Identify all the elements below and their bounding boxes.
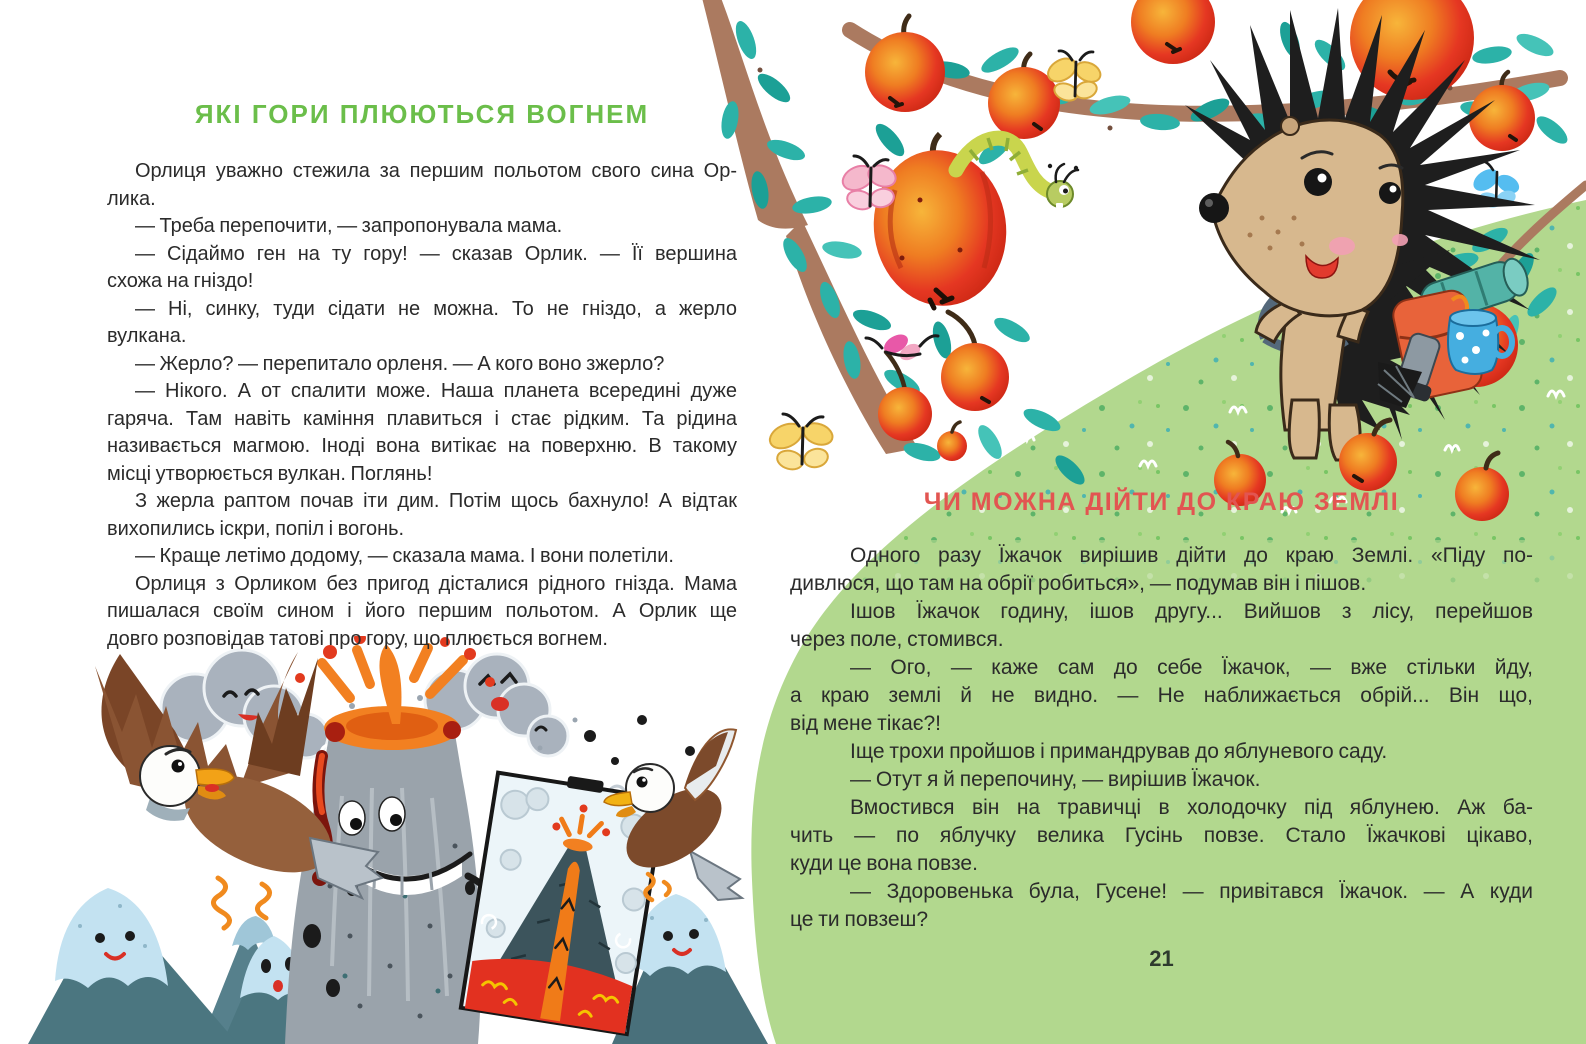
text-line: лика. <box>107 187 156 210</box>
mountain-happy <box>28 888 238 1044</box>
text-line: а краю землі й не видно. — Не наближається обрій... Він що, <box>790 684 1533 707</box>
text-line: — Треба перепочити, — запропонувала мама. <box>135 215 563 237</box>
text-line: гаряча. Там навіть каміння плавиться і стає рідким. Та рідина <box>107 407 737 430</box>
story-text-left <box>107 158 737 653</box>
text-line: — Нікого. А от спалити може. Наша планета всередині дуже <box>135 380 737 402</box>
story-text-right <box>790 542 1533 934</box>
text-line: називається магмою. Іноді вона витікає на поверхню. В такому <box>107 435 737 457</box>
text-line: довго розповідав татові про гору, що плюється вогнем. <box>107 627 608 650</box>
text-line: — Жерло? — перепитало орленя. — А кого воно зжерло? <box>135 352 665 375</box>
text-line: пишалася своїм сином і його першим польотом. А Орлик ще <box>107 600 737 622</box>
hedgehog-leg <box>1289 400 1319 458</box>
story-title-left: ЯКІ ГОРИ ПЛЮЮТЬСЯ ВОГНЕМ <box>194 99 650 129</box>
text-line: Вмостився він на травичці в холодочку під яблунею. Аж ба- <box>850 796 1533 819</box>
text-line: Орлиця з Орликом без пригод дісталися рідного гнізда. Мама <box>135 572 737 595</box>
text-line: через поле, стомився. <box>790 628 1004 651</box>
butterfly-pink <box>839 156 899 212</box>
text-line: — Отут я й перепочину, — вирішив Їжачок. <box>850 768 1261 791</box>
text-line: від мене тікає?! <box>790 712 941 735</box>
text-line: — Ого, — каже сам до себе Їжачок, — вже стільки йду, <box>850 656 1533 679</box>
page-number: 21 <box>1149 946 1174 971</box>
text-line: Ішов Їжачок годину, ішов другу... Вийшов з лісу, перейшов <box>850 600 1533 623</box>
text-line: чить — по яблучку велика Гусінь повзе. Стало Їжачкові цікаво, <box>790 824 1533 847</box>
apple-orchard-illustration <box>690 0 1586 560</box>
text-line: куди це вона повзе. <box>790 852 978 875</box>
text-line: дивлюся, що там на обрії робиться», — подумав він і пішов. <box>790 572 1367 595</box>
butterfly-yellow-bottom <box>766 414 836 472</box>
text-line: місці утворюється вулкан. Поглянь! <box>107 462 433 485</box>
text-line: вихопились іскри, попіл і вогонь. <box>107 517 405 540</box>
story-title-right: ЧИ МОЖНА ДІЙТИ ДО КРАЮ ЗЕМЛІ <box>923 488 1400 516</box>
text-line: схожа на гніздо! <box>107 270 254 292</box>
text-line: З жерла раптом почав іти дим. Потім щось бахнуло! А відтак <box>135 490 737 512</box>
text-line: Іще трохи пройшов і примандрував до яблуневого саду. <box>850 740 1388 763</box>
text-line: — Здоровенька була, Гусене! — привітався Їжачок. — А куди <box>850 880 1533 903</box>
butterfly-magenta <box>866 331 938 364</box>
text-line: — Сідаймо ген на ту гору! — сказав Орлик. — Її вершина <box>135 242 737 265</box>
volcano-illustration <box>0 636 790 1044</box>
text-line: вулкана. <box>107 325 187 347</box>
text-line: — Ні, синку, туди сідати не можна. То не гніздо, а жерло <box>135 297 737 320</box>
text-line: Одного разу Їжачок вирішив дійти до краю Землі. «Піду по- <box>850 544 1533 567</box>
text-line: — Краще летімо додому, — сказала мама. І вони полетіли. <box>135 545 674 567</box>
text-line: Орлиця уважно стежила за першим польотом свого сина Ор- <box>135 160 737 182</box>
text-line: це ти повзеш? <box>790 908 929 931</box>
